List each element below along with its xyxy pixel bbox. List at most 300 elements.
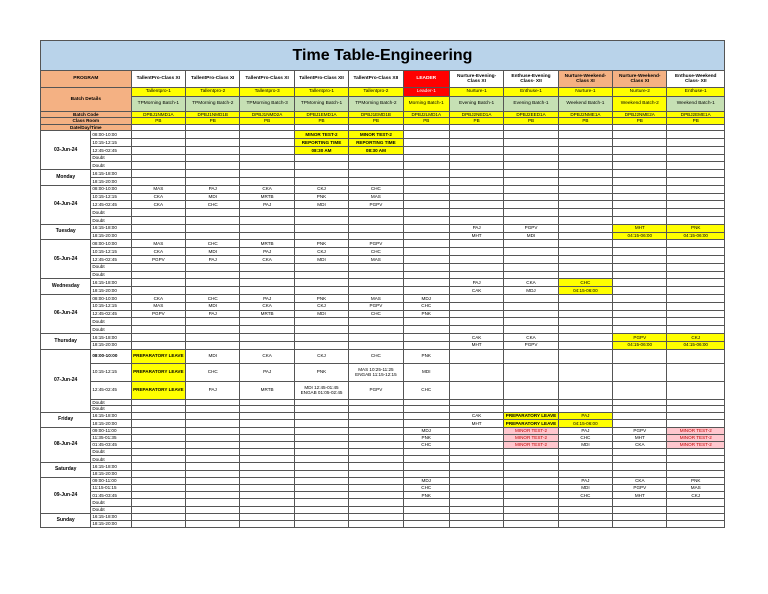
- class-cell: [403, 131, 449, 139]
- day-name: Wednesday: [41, 279, 91, 295]
- class-cell: [186, 131, 240, 139]
- class-cell: CHC: [186, 201, 240, 209]
- class-cell: MDI: [186, 349, 240, 363]
- class-cell: [558, 185, 612, 193]
- class-cell: PAJ: [186, 381, 240, 399]
- class-cell: CHC: [558, 279, 612, 287]
- batch-code: DPBJ1EMD1A: [294, 112, 348, 118]
- time-slot: 16:15-18:00: [91, 224, 131, 232]
- class-cell: [449, 381, 503, 399]
- batch-code: DPBJ1NMD2A: [240, 112, 294, 118]
- class-cell: [667, 216, 725, 224]
- class-cell: [294, 485, 348, 492]
- class-cell: [131, 427, 185, 434]
- class-cell: [667, 271, 725, 279]
- class-cell: [613, 240, 667, 248]
- class-cell: [240, 131, 294, 139]
- class-cell: [131, 139, 185, 147]
- class-cell: [667, 294, 725, 302]
- class-cell: [449, 434, 503, 441]
- class-cell: [240, 232, 294, 240]
- class-cell: [504, 139, 558, 147]
- time-slot: 08:00-10:00: [91, 185, 131, 193]
- class-cell: CHC: [186, 294, 240, 302]
- batch-slot: TPMorning Batch-1: [131, 97, 185, 112]
- class-cell: [294, 499, 348, 506]
- class-cell: [558, 232, 612, 240]
- class-cell: [504, 146, 558, 154]
- class-cell: [186, 170, 240, 178]
- class-cell: PGPV: [504, 341, 558, 349]
- class-cell: MHT: [449, 341, 503, 349]
- class-cell: [240, 146, 294, 154]
- class-cell: [349, 326, 403, 334]
- class-cell: [403, 248, 449, 256]
- class-cell: CKA: [240, 185, 294, 193]
- class-cell: CKA: [240, 349, 294, 363]
- class-cell: [294, 520, 348, 527]
- class-cell: PREPARATORY LEAVE: [131, 363, 185, 381]
- class-cell: CKA: [613, 477, 667, 484]
- class-cell: PNK: [403, 349, 449, 363]
- class-cell: [449, 349, 503, 363]
- class-cell: CKJ: [294, 185, 348, 193]
- batch-name: Tallentpro-2: [186, 88, 240, 97]
- class-cell: CHC: [186, 363, 240, 381]
- class-cell: [240, 412, 294, 420]
- class-cell: [240, 499, 294, 506]
- class-cell: [504, 318, 558, 326]
- class-cell: CHC: [349, 185, 403, 193]
- time-slot: Doubt: [91, 326, 131, 334]
- class-cell: [349, 224, 403, 232]
- batch-slot: Weekend Batch-1: [558, 97, 612, 112]
- class-room-label: Class Room: [41, 118, 132, 124]
- class-cell: [449, 178, 503, 186]
- class-cell: [667, 349, 725, 363]
- class-cell: [294, 449, 348, 456]
- class-cell: [667, 326, 725, 334]
- class-cell: [558, 294, 612, 302]
- class-cell: MDI: [558, 441, 612, 448]
- program-header: TallentPro-Class XI: [131, 71, 185, 88]
- class-cell: [449, 255, 503, 263]
- class-cell: [403, 240, 449, 248]
- class-cell: [240, 456, 294, 463]
- batch-name: Tallentpro-2: [349, 88, 403, 97]
- class-cell: [403, 287, 449, 295]
- class-cell: [349, 178, 403, 186]
- class-cell: [558, 363, 612, 381]
- program-header: TallentPro-Class XII: [349, 71, 403, 88]
- class-cell: [240, 420, 294, 428]
- class-cell: [449, 477, 503, 484]
- class-cell: [131, 216, 185, 224]
- class-cell: [349, 449, 403, 456]
- day-name: Friday: [41, 412, 91, 427]
- class-cell: [349, 427, 403, 434]
- class-cell: [294, 162, 348, 170]
- class-cell: [131, 434, 185, 441]
- class-cell: [186, 326, 240, 334]
- class-cell: [186, 224, 240, 232]
- class-cell: [403, 139, 449, 147]
- time-slot: 08:00-10:00: [91, 131, 131, 139]
- class-cell: PAJ: [558, 427, 612, 434]
- class-cell: [613, 131, 667, 139]
- class-cell: MAS: [131, 185, 185, 193]
- class-cell: [186, 427, 240, 434]
- batch-name: Tallentpro-3: [240, 88, 294, 97]
- class-cell: [504, 178, 558, 186]
- class-cell: MRTB: [240, 240, 294, 248]
- class-cell: [667, 170, 725, 178]
- program-header: Enthuse-Evening Class- XII: [504, 71, 558, 88]
- time-slot: Doubt: [91, 162, 131, 170]
- class-cell: [449, 363, 503, 381]
- class-cell: [294, 463, 348, 470]
- class-cell: [403, 506, 449, 513]
- batch-slot: Weekend Batch-1: [667, 97, 725, 112]
- class-cell: [613, 216, 667, 224]
- date-label: Date/Day/Time: [41, 124, 132, 130]
- class-cell: [449, 427, 503, 434]
- class-cell: [667, 146, 725, 154]
- class-cell: CKA: [131, 193, 185, 201]
- class-cell: [186, 506, 240, 513]
- program-header: Enthuse-Weekend Class- XII: [667, 71, 725, 88]
- class-room: PB: [558, 118, 612, 124]
- class-cell: PNK: [294, 294, 348, 302]
- class-cell: [558, 255, 612, 263]
- class-cell: [131, 279, 185, 287]
- class-cell: MAS 10:25-11:25 ENGAB 11:15-12:15: [349, 363, 403, 381]
- class-cell: [449, 131, 503, 139]
- class-cell: PGPV: [613, 333, 667, 341]
- class-cell: [403, 178, 449, 186]
- class-cell: CKA: [240, 302, 294, 310]
- class-cell: 04:15-06:00: [667, 232, 725, 240]
- class-cell: [558, 178, 612, 186]
- class-cell: [131, 178, 185, 186]
- class-cell: [240, 209, 294, 217]
- class-cell: [240, 506, 294, 513]
- class-cell: MDJ: [403, 427, 449, 434]
- class-cell: REPORTING TIME: [349, 139, 403, 147]
- class-cell: [558, 146, 612, 154]
- time-slot: 18:15-20:00: [91, 232, 131, 240]
- time-slot: 09:00-11:00: [91, 427, 131, 434]
- class-cell: [131, 341, 185, 349]
- time-slot: 18:15-20:00: [91, 287, 131, 295]
- class-cell: [131, 506, 185, 513]
- class-cell: [558, 154, 612, 162]
- class-cell: CKJ: [667, 333, 725, 341]
- time-slot: Doubt: [91, 456, 131, 463]
- class-cell: MDI: [294, 201, 348, 209]
- class-cell: [613, 248, 667, 256]
- class-cell: CHC: [403, 441, 449, 448]
- class-cell: [131, 326, 185, 334]
- class-cell: [558, 333, 612, 341]
- class-cell: [240, 162, 294, 170]
- class-cell: [667, 287, 725, 295]
- class-cell: MAS: [131, 240, 185, 248]
- class-cell: [504, 263, 558, 271]
- class-cell: [294, 506, 348, 513]
- class-cell: PNK: [403, 492, 449, 499]
- class-cell: [349, 485, 403, 492]
- class-cell: PREPARATORY LEAVE: [131, 349, 185, 363]
- class-cell: [186, 178, 240, 186]
- class-cell: [186, 333, 240, 341]
- class-cell: PAJ: [449, 279, 503, 287]
- class-cell: [186, 318, 240, 326]
- class-cell: [504, 477, 558, 484]
- class-cell: [240, 279, 294, 287]
- class-cell: [558, 506, 612, 513]
- time-slot: 16:15-18:00: [91, 333, 131, 341]
- class-cell: [449, 302, 503, 310]
- class-cell: [294, 427, 348, 434]
- class-cell: [667, 520, 725, 527]
- class-cell: CKA: [131, 248, 185, 256]
- class-cell: MDJ: [504, 287, 558, 295]
- class-cell: [613, 412, 667, 420]
- class-cell: [504, 492, 558, 499]
- class-cell: [667, 463, 725, 470]
- class-cell: [240, 326, 294, 334]
- batch-code: DPBJ1NMD1A: [131, 112, 185, 118]
- class-cell: [294, 341, 348, 349]
- class-cell: 04:15-06:00: [558, 420, 612, 428]
- class-cell: [613, 162, 667, 170]
- class-cell: [667, 131, 725, 139]
- class-cell: [131, 318, 185, 326]
- class-cell: [294, 271, 348, 279]
- class-cell: [504, 470, 558, 477]
- class-cell: [667, 248, 725, 256]
- class-cell: [558, 302, 612, 310]
- class-cell: [403, 201, 449, 209]
- class-cell: [186, 520, 240, 527]
- class-cell: [558, 326, 612, 334]
- class-cell: [613, 381, 667, 399]
- program-label: PROGRAM: [41, 71, 132, 88]
- class-cell: [349, 216, 403, 224]
- class-cell: [240, 216, 294, 224]
- class-cell: [667, 310, 725, 318]
- class-cell: [613, 170, 667, 178]
- class-cell: [613, 178, 667, 186]
- class-cell: [613, 456, 667, 463]
- time-slot: Doubt: [91, 271, 131, 279]
- class-cell: MDI: [504, 232, 558, 240]
- class-cell: PNK: [667, 477, 725, 484]
- time-slot: Doubt: [91, 263, 131, 271]
- class-room: PB: [504, 118, 558, 124]
- class-cell: PAJ: [558, 412, 612, 420]
- batch-slot: Evening Batch-1: [504, 97, 558, 112]
- class-cell: [449, 209, 503, 217]
- class-cell: [449, 499, 503, 506]
- class-cell: [403, 412, 449, 420]
- day-date: 07-Jun-24: [41, 349, 91, 412]
- class-cell: [349, 513, 403, 520]
- class-cell: [186, 209, 240, 217]
- class-cell: PGPV: [613, 427, 667, 434]
- batch-code: DPBJ2EME1A: [667, 112, 725, 118]
- class-cell: [667, 412, 725, 420]
- class-cell: [504, 170, 558, 178]
- class-cell: [403, 499, 449, 506]
- class-cell: [449, 456, 503, 463]
- batch-name: Enthuse-1: [667, 88, 725, 97]
- class-cell: [349, 162, 403, 170]
- class-cell: [504, 185, 558, 193]
- day-date: 09-Jun-24: [41, 477, 91, 513]
- class-room: PB: [349, 118, 403, 124]
- batch-name: Enthuse-1: [504, 88, 558, 97]
- class-cell: [449, 326, 503, 334]
- time-slot: 10:15-12:15: [91, 193, 131, 201]
- class-cell: [667, 513, 725, 520]
- class-cell: CKJ: [294, 248, 348, 256]
- time-slot: 18:15-20:00: [91, 520, 131, 527]
- class-cell: CHC: [403, 381, 449, 399]
- class-cell: [294, 513, 348, 520]
- class-cell: [131, 131, 185, 139]
- program-header: Nurture-Weekend-Class XI: [613, 71, 667, 88]
- class-cell: [403, 326, 449, 334]
- class-cell: [349, 463, 403, 470]
- class-cell: [186, 470, 240, 477]
- class-cell: MDI 12:45-01:45 ENGAB 01:05-02:45: [294, 381, 348, 399]
- batch-name: Leader-1: [403, 88, 449, 97]
- class-cell: [240, 178, 294, 186]
- class-cell: [613, 209, 667, 217]
- class-room: PB: [294, 118, 348, 124]
- class-cell: [613, 420, 667, 428]
- class-cell: [186, 434, 240, 441]
- class-cell: [131, 513, 185, 520]
- batch-slot: Evening Batch-1: [449, 97, 503, 112]
- class-cell: [504, 131, 558, 139]
- class-cell: [294, 279, 348, 287]
- class-cell: MDJ: [403, 294, 449, 302]
- class-cell: [186, 420, 240, 428]
- class-cell: [403, 279, 449, 287]
- class-cell: [558, 209, 612, 217]
- class-cell: CHC: [349, 248, 403, 256]
- class-cell: [667, 139, 725, 147]
- class-cell: [504, 201, 558, 209]
- class-cell: [186, 271, 240, 279]
- class-cell: MAS: [349, 255, 403, 263]
- class-cell: PAJ: [186, 310, 240, 318]
- class-cell: [667, 420, 725, 428]
- class-cell: [403, 185, 449, 193]
- class-cell: [240, 492, 294, 499]
- class-cell: [186, 162, 240, 170]
- class-cell: [186, 146, 240, 154]
- time-slot: 16:15-18:00: [91, 412, 131, 420]
- class-cell: [558, 271, 612, 279]
- class-cell: [613, 520, 667, 527]
- class-cell: [403, 263, 449, 271]
- class-cell: MRTB: [240, 310, 294, 318]
- day-name: Monday: [41, 170, 91, 186]
- time-slot: 12:45-02:45: [91, 255, 131, 263]
- class-cell: [449, 193, 503, 201]
- class-cell: CHC: [558, 434, 612, 441]
- class-cell: 04:15-06:00: [613, 341, 667, 349]
- class-cell: CHC: [403, 485, 449, 492]
- class-cell: [186, 513, 240, 520]
- class-cell: [449, 154, 503, 162]
- class-cell: [504, 162, 558, 170]
- class-cell: [449, 463, 503, 470]
- class-cell: PREPARATORY LEAVE: [131, 381, 185, 399]
- class-cell: [294, 434, 348, 441]
- time-slot: 12:45-02:45: [91, 146, 131, 154]
- class-cell: [240, 434, 294, 441]
- class-cell: [558, 248, 612, 256]
- class-cell: [449, 263, 503, 271]
- class-cell: [613, 513, 667, 520]
- class-cell: [504, 154, 558, 162]
- class-cell: [667, 456, 725, 463]
- time-slot: 10:15-12:15: [91, 363, 131, 381]
- class-cell: PNK: [294, 363, 348, 381]
- class-cell: [558, 456, 612, 463]
- class-cell: [667, 263, 725, 271]
- class-cell: [349, 477, 403, 484]
- class-cell: CKA: [613, 441, 667, 448]
- class-cell: [131, 146, 185, 154]
- time-slot: Doubt: [91, 506, 131, 513]
- time-slot: 10:15-12:15: [91, 302, 131, 310]
- class-cell: [403, 162, 449, 170]
- class-cell: [449, 513, 503, 520]
- program-header: Nurture-Evening-Class XI: [449, 71, 503, 88]
- class-cell: [131, 162, 185, 170]
- class-cell: [613, 146, 667, 154]
- batch-details-label: Batch Details: [41, 88, 132, 112]
- time-slot: 16:15-18:00: [91, 279, 131, 287]
- class-cell: [613, 201, 667, 209]
- class-cell: [349, 209, 403, 217]
- class-cell: MINOR TEST-2: [667, 434, 725, 441]
- class-cell: [667, 178, 725, 186]
- class-cell: [186, 463, 240, 470]
- class-cell: [240, 154, 294, 162]
- batch-code: DPBJ2LMD1A: [403, 112, 449, 118]
- class-cell: [240, 470, 294, 477]
- class-cell: [504, 255, 558, 263]
- class-cell: [667, 255, 725, 263]
- class-cell: [349, 271, 403, 279]
- class-cell: PGPV: [349, 201, 403, 209]
- class-cell: [667, 162, 725, 170]
- class-cell: CAK: [449, 333, 503, 341]
- class-cell: PNK: [667, 224, 725, 232]
- class-cell: [449, 216, 503, 224]
- class-cell: CHC: [403, 302, 449, 310]
- class-cell: [294, 318, 348, 326]
- time-slot: 10:15-12:15: [91, 139, 131, 147]
- class-cell: [449, 441, 503, 448]
